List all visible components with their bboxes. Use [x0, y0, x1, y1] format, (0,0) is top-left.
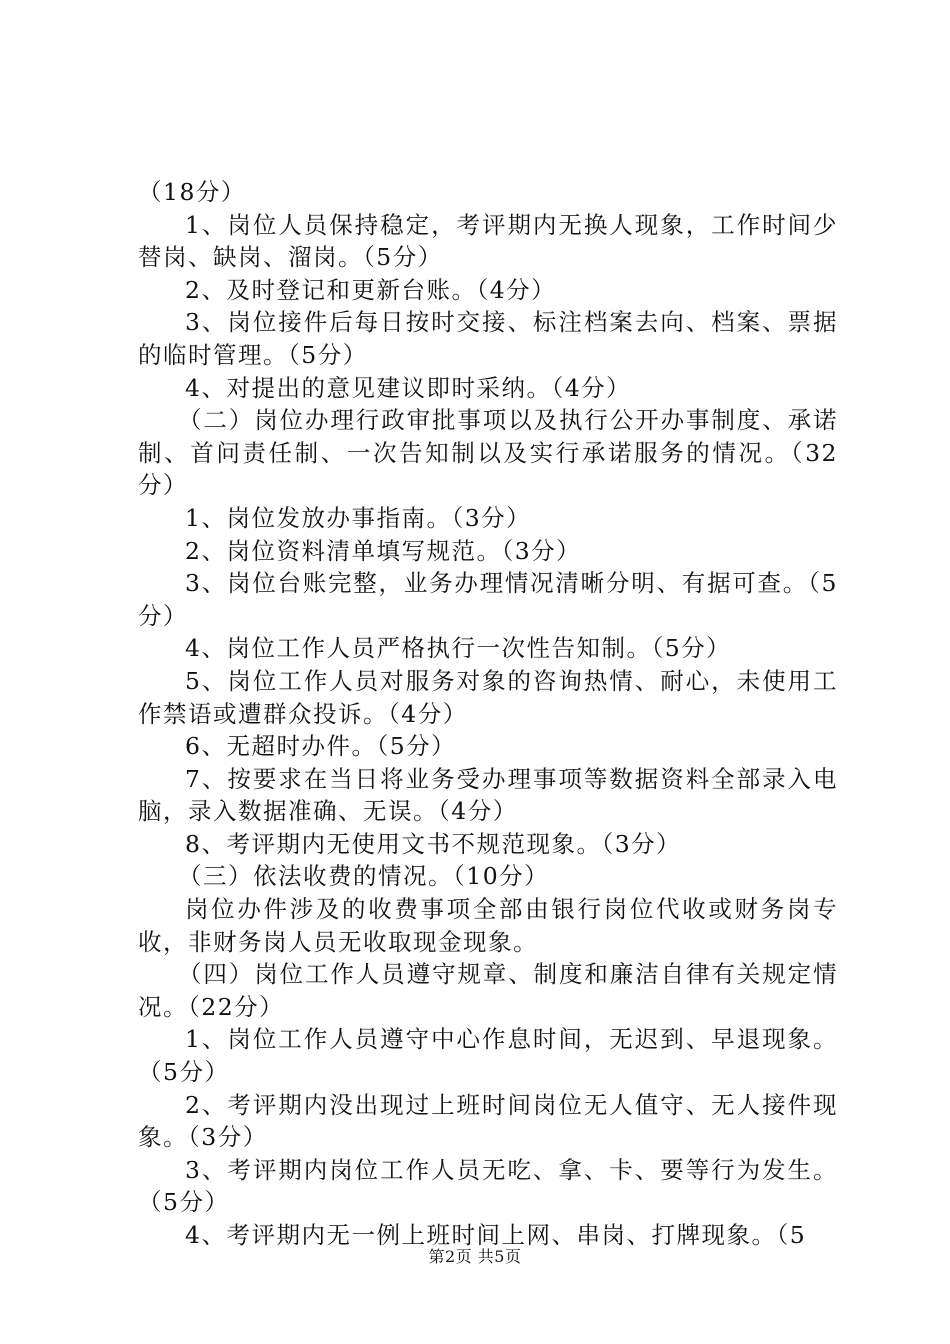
- paragraph: 4、岗位工作人员严格执行一次性告知制。（5分）: [185, 634, 732, 663]
- paragraph: 7、按要求在当日将业务受办理事项等数据资料全部录入电脑，录入数据准确、无误。（4分）: [138, 764, 838, 826]
- paragraph: 岗位办件涉及的收费事项全部由银行岗位代收或财务岗专收，非财务岗人员无收取现金现象。: [138, 895, 838, 956]
- paragraph: 1、岗位人员保持稳定，考评期内无换人现象，工作时间少替岗、缺岗、溜岗。（5分）: [138, 210, 838, 272]
- paragraph: 3、岗位台账完整，业务办理情况清晰分明、有据可查。（5分）: [138, 569, 838, 630]
- paragraph: 6、无超时办件。（5分）: [185, 732, 457, 761]
- section-heading: （四）岗位工作人员遵守规章、制度和廉洁自律有关规定情况。（22分）: [138, 960, 838, 1021]
- section-heading: （二）岗位办理行政审批事项以及执行公开办事制度、承诺制、首问责任制、一次告知制以及实行承诺服务的情况。（32分）: [138, 406, 838, 500]
- paragraph: 1、岗位发放办事指南。（3分）: [185, 503, 532, 532]
- paragraph: 5、岗位工作人员对服务对象的咨询热情、耐心，未使用工作禁语或遭群众投诉。（4分）: [138, 666, 838, 728]
- section-heading: （三）依法收费的情况。（10分）: [178, 862, 550, 891]
- paragraph: 2、及时登记和更新台账。（4分）: [185, 275, 557, 304]
- paragraph: 3、岗位接件后每日按时交接、标注档案去向、档案、票据的临时管理。（5分）: [138, 308, 838, 369]
- paragraph: 4、考评期内无一例上班时间上网、串岗、打牌现象。（5: [185, 1221, 807, 1249]
- document-body: [138, 176, 838, 1252]
- page-number: 第2页 共5页: [428, 1247, 522, 1266]
- paragraph: 4、对提出的意见建议即时采纳。（4分）: [185, 373, 632, 402]
- paragraph: 2、岗位资料清单填写规范。（3分）: [185, 536, 582, 565]
- paragraph: 2、考评期内没出现过上班时间岗位无人值守、无人接件现象。（3分）: [138, 1090, 838, 1152]
- paragraph: 8、考评期内无使用文书不规范现象。（3分）: [185, 829, 682, 858]
- paragraph: 3、考评期内岗位工作人员无吃、拿、卡、要等行为发生。（5分）: [138, 1155, 838, 1217]
- paragraph: （18分）: [138, 178, 246, 206]
- paragraph: 1、岗位工作人员遵守中心作息时间，无迟到、早退现象。（5分）: [138, 1025, 838, 1087]
